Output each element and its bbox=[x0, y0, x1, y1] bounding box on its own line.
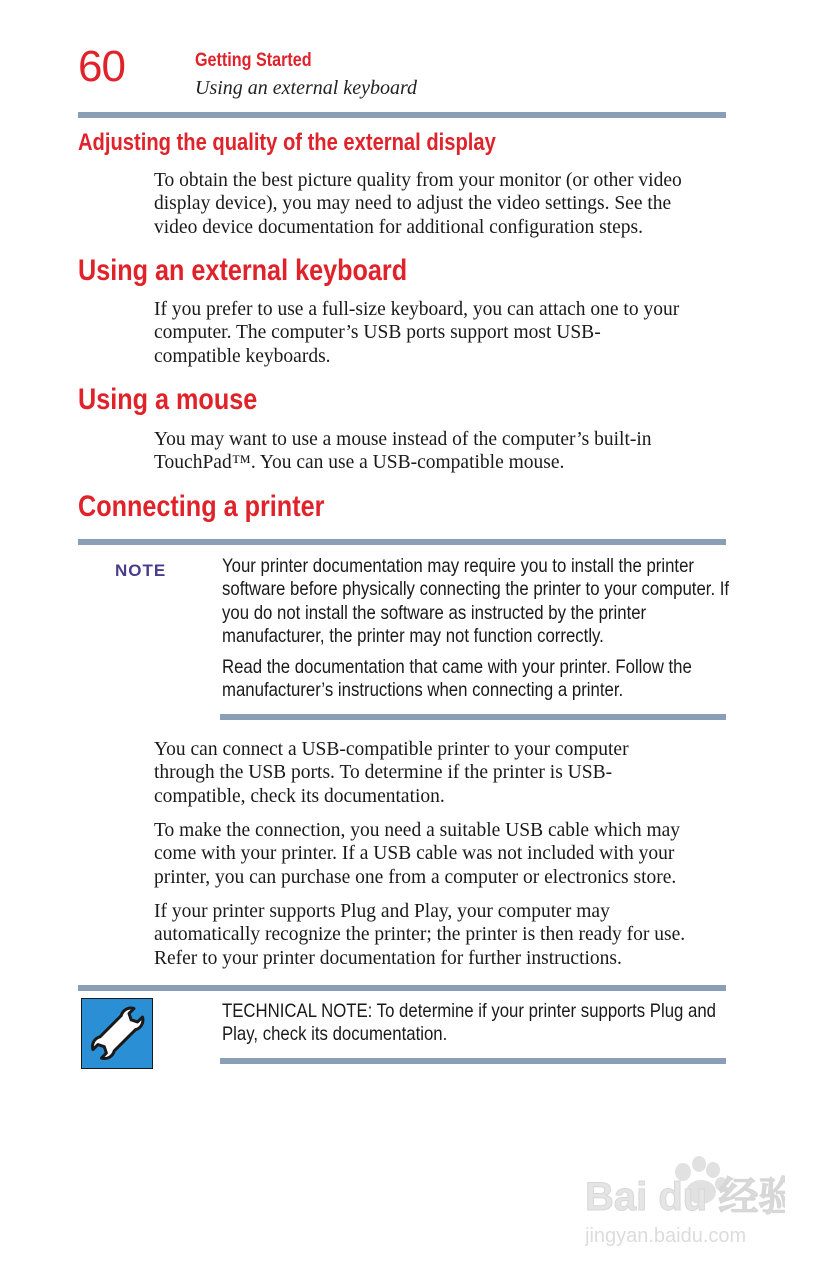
tech-note-line: Play, check its documentation. bbox=[222, 1023, 448, 1046]
text-line: If you prefer to use a full-size keyboard, you can attach one to your bbox=[154, 299, 680, 320]
paragraph-mouse bbox=[154, 428, 734, 475]
heading-printer: Connecting a printer bbox=[78, 490, 325, 523]
text-line: Refer to your printer documentation for further instructions. bbox=[154, 947, 622, 969]
note-paragraph-2 bbox=[222, 656, 729, 703]
text-line: video device documentation for additional configuration steps. bbox=[154, 216, 643, 238]
subchapter-title: Using an external keyboard bbox=[195, 77, 417, 99]
heading-external-display: Adjusting the quality of the external display bbox=[78, 129, 496, 156]
page-number: 60 bbox=[78, 42, 125, 91]
watermark-url: jingyan.baidu.com bbox=[585, 1225, 747, 1247]
text-line: display device), you may need to adjust the video settings. See the bbox=[154, 193, 672, 215]
note-line: you do not install the software as instructed by the printer bbox=[222, 601, 647, 624]
watermark-brand: Bai du 经验 bbox=[585, 1175, 785, 1219]
text-line: compatible keyboards. bbox=[154, 345, 331, 367]
heading-external-keyboard: Using an external keyboard bbox=[78, 254, 408, 287]
tech-note-bottom-divider bbox=[220, 1058, 726, 1064]
note-paragraph-1 bbox=[222, 555, 729, 648]
paragraph-external-keyboard bbox=[154, 298, 734, 368]
text-line: If your printer supports Plug and Play, your computer may bbox=[154, 901, 610, 922]
text-line: You can connect a USB-compatible printer to your computer bbox=[154, 739, 629, 760]
text-line: come with your printer. If a USB cable was not included with your bbox=[154, 843, 675, 865]
note-bottom-divider bbox=[220, 714, 726, 720]
text-line: To make the connection, you need a suitable USB cable which may bbox=[154, 820, 681, 841]
paragraph-external-display bbox=[154, 169, 734, 239]
paragraph-printer-1 bbox=[154, 738, 734, 808]
note-line: manufacturer’s instructions when connecting a printer. bbox=[222, 679, 624, 702]
baidu-watermark bbox=[585, 1150, 785, 1250]
chapter-title: Getting Started bbox=[195, 50, 312, 71]
tech-note-text bbox=[222, 1000, 729, 1047]
header-divider bbox=[78, 112, 726, 118]
note-top-divider bbox=[78, 539, 726, 545]
note-line: software before physically connecting the printer to your computer. If bbox=[222, 578, 730, 601]
text-line: To obtain the best picture quality from your monitor (or other video bbox=[154, 170, 682, 191]
heading-mouse: Using a mouse bbox=[78, 383, 258, 416]
text-line: computer. The computer’s USB ports support most USB- bbox=[154, 322, 601, 344]
paragraph-printer-3 bbox=[154, 900, 734, 970]
text-line: through the USB ports. To determine if the printer is USB- bbox=[154, 762, 613, 784]
text-line: automatically recognize the printer; the printer is then ready for use. bbox=[154, 924, 686, 946]
note-line: Your printer documentation may require you to install the printer bbox=[222, 555, 694, 577]
text-line: compatible, check its documentation. bbox=[154, 785, 445, 807]
note-line: Read the documentation that came with your printer. Follow the bbox=[222, 656, 692, 678]
note-label: NOTE bbox=[115, 561, 167, 580]
paragraph-printer-2 bbox=[154, 819, 734, 889]
tech-note-top-divider bbox=[78, 985, 726, 991]
note-line: manufacturer, the printer may not function correctly. bbox=[222, 624, 604, 647]
text-line: You may want to use a mouse instead of the computer’s built-in bbox=[154, 429, 652, 450]
wrench-icon bbox=[81, 998, 153, 1069]
tech-note-line: TECHNICAL NOTE: To determine if your printer supports Plug and bbox=[222, 1000, 716, 1022]
text-line: printer, you can purchase one from a computer or electronics store. bbox=[154, 866, 677, 888]
text-line: TouchPad™. You can use a USB-compatible mouse. bbox=[154, 452, 565, 474]
